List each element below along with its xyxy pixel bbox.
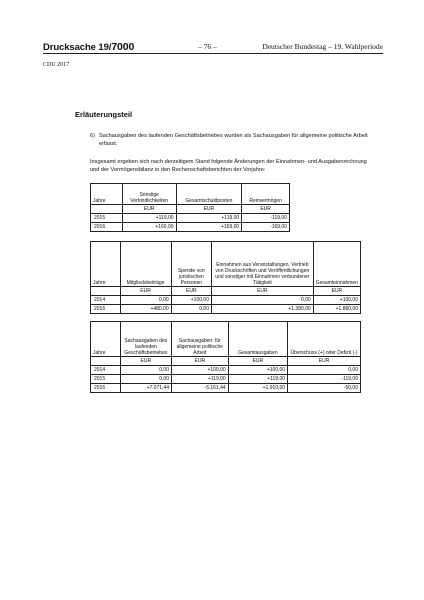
- year-cell: 2015: [91, 375, 121, 384]
- table-row: [91, 305, 361, 314]
- unit-cell: EUR: [122, 205, 176, 214]
- document-number: [43, 41, 134, 53]
- value-cell: +100,00: [228, 366, 287, 375]
- value-cell: 0,00: [120, 375, 171, 384]
- table-income-changes: [90, 241, 361, 314]
- column-header: Jahre: [91, 242, 121, 287]
- value-cell: 0,00: [120, 296, 171, 305]
- column-header: Sonstige Verbindlichkeiten: [122, 184, 176, 205]
- value-cell: +119,00: [228, 375, 287, 384]
- year-cell: 2016: [91, 223, 123, 232]
- year-cell: 2016: [91, 384, 121, 393]
- table-row: [91, 375, 361, 384]
- value-cell: +1.910,00: [228, 384, 287, 393]
- column-header: Reinvermögen: [242, 184, 290, 205]
- unit-cell: EUR: [211, 287, 313, 296]
- table-row: [91, 296, 361, 305]
- value-cell: +1.380,00: [211, 305, 313, 314]
- column-header: Gesamtschuldposten: [176, 184, 242, 205]
- item-paragraph: [90, 132, 372, 148]
- table-unit-row: [91, 287, 361, 296]
- year-cell: 2015: [91, 214, 123, 223]
- unit-cell: [91, 205, 123, 214]
- unit-cell: EUR: [120, 287, 171, 296]
- table-header-row: [91, 322, 361, 357]
- value-cell: -50,00: [288, 384, 361, 393]
- item-text: Sachausgaben des laufenden Geschäftsbetriebes wurden als Sachausgaben für allgemeine politische Arbeit erfasst.: [99, 133, 368, 147]
- unit-cell: EUR: [228, 357, 287, 366]
- value-cell: +1.860,00: [313, 305, 360, 314]
- page-header: [43, 41, 383, 53]
- column-header: Gesamteinnahmen: [313, 242, 360, 287]
- table-row: [91, 384, 361, 393]
- table-unit-row: [91, 205, 290, 214]
- item-number: 6): [90, 133, 95, 139]
- doc-label: Drucksache 19/: [43, 42, 112, 53]
- column-header: Sachausgaben: für allgemeine politische Arbeit: [171, 322, 228, 357]
- section-title: Erläuterungsteil: [75, 110, 133, 119]
- table-row: [91, 214, 290, 223]
- value-cell: +169,00: [176, 223, 242, 232]
- unit-cell: EUR: [176, 205, 242, 214]
- column-header: Sachausgaben des laufenden Geschäftsbetriebes: [120, 322, 171, 357]
- value-cell: +480,00: [120, 305, 171, 314]
- value-cell: 0,00: [211, 296, 313, 305]
- intro-paragraph: Insgesamt ergeben sich nach derzeitigem Stand folgende Änderungen der Einnahmen- und Ausgabenrechnung und der Vermögensbilanz in den Rechenschaftsberichten der Vorjahre:: [90, 159, 367, 173]
- unit-cell: [91, 287, 121, 296]
- header-divider: [43, 53, 383, 54]
- table-row: [91, 223, 290, 232]
- value-cell: 0,00: [171, 305, 211, 314]
- unit-cell: [91, 357, 121, 366]
- table-header-row: [91, 184, 290, 205]
- table-balance-changes: [90, 183, 290, 232]
- table-row: [91, 366, 361, 375]
- value-cell: +119,00: [122, 214, 176, 223]
- column-header: Mitgliedsbeiträge: [120, 242, 171, 287]
- value-cell: +100,00: [171, 296, 211, 305]
- value-cell: +119,00: [176, 214, 242, 223]
- value-cell: -5.161,44: [171, 384, 228, 393]
- value-cell: +7.071,44: [120, 384, 171, 393]
- value-cell: -119,00: [242, 214, 290, 223]
- unit-cell: EUR: [288, 357, 361, 366]
- unit-cell: EUR: [171, 357, 228, 366]
- column-header: Jahre: [91, 322, 121, 357]
- value-cell: +119,00: [171, 375, 228, 384]
- year-cell: 2014: [91, 296, 121, 305]
- unit-cell: EUR: [171, 287, 211, 296]
- value-cell: -169,00: [242, 223, 290, 232]
- table-unit-row: [91, 357, 361, 366]
- table-expense-changes: [90, 321, 361, 393]
- column-header: Einnahmen aus Veranstaltungen, Vertrieb von Druckschriften und Veröffentlichungen und sonstiger mit Einnahmen verbundener Tätigkeit: [211, 242, 313, 287]
- value-cell: +100,00: [171, 366, 228, 375]
- year-cell: 2016: [91, 305, 121, 314]
- column-header: Überschuss (+) oder Defizit (-): [288, 322, 361, 357]
- unit-cell: EUR: [242, 205, 290, 214]
- value-cell: 0,00: [288, 366, 361, 375]
- column-header: Gesamtausgaben: [228, 322, 287, 357]
- unit-cell: EUR: [313, 287, 360, 296]
- value-cell: +169,00: [122, 223, 176, 232]
- doc-number: 7000: [111, 41, 135, 53]
- value-cell: +100,00: [313, 296, 360, 305]
- unit-cell: EUR: [120, 357, 171, 366]
- column-header: Spende von juristischen Personen: [171, 242, 211, 287]
- value-cell: 0,00: [120, 366, 171, 375]
- party-year-label: CDU 2017: [43, 62, 70, 68]
- year-cell: 2014: [91, 366, 121, 375]
- value-cell: -119,00: [288, 375, 361, 384]
- column-header: Jahre: [91, 184, 123, 205]
- header-parliament: Deutscher Bundestag – 19. Wahlperiode: [262, 42, 383, 51]
- page-number: – 76 –: [198, 42, 217, 51]
- table-header-row: [91, 242, 361, 287]
